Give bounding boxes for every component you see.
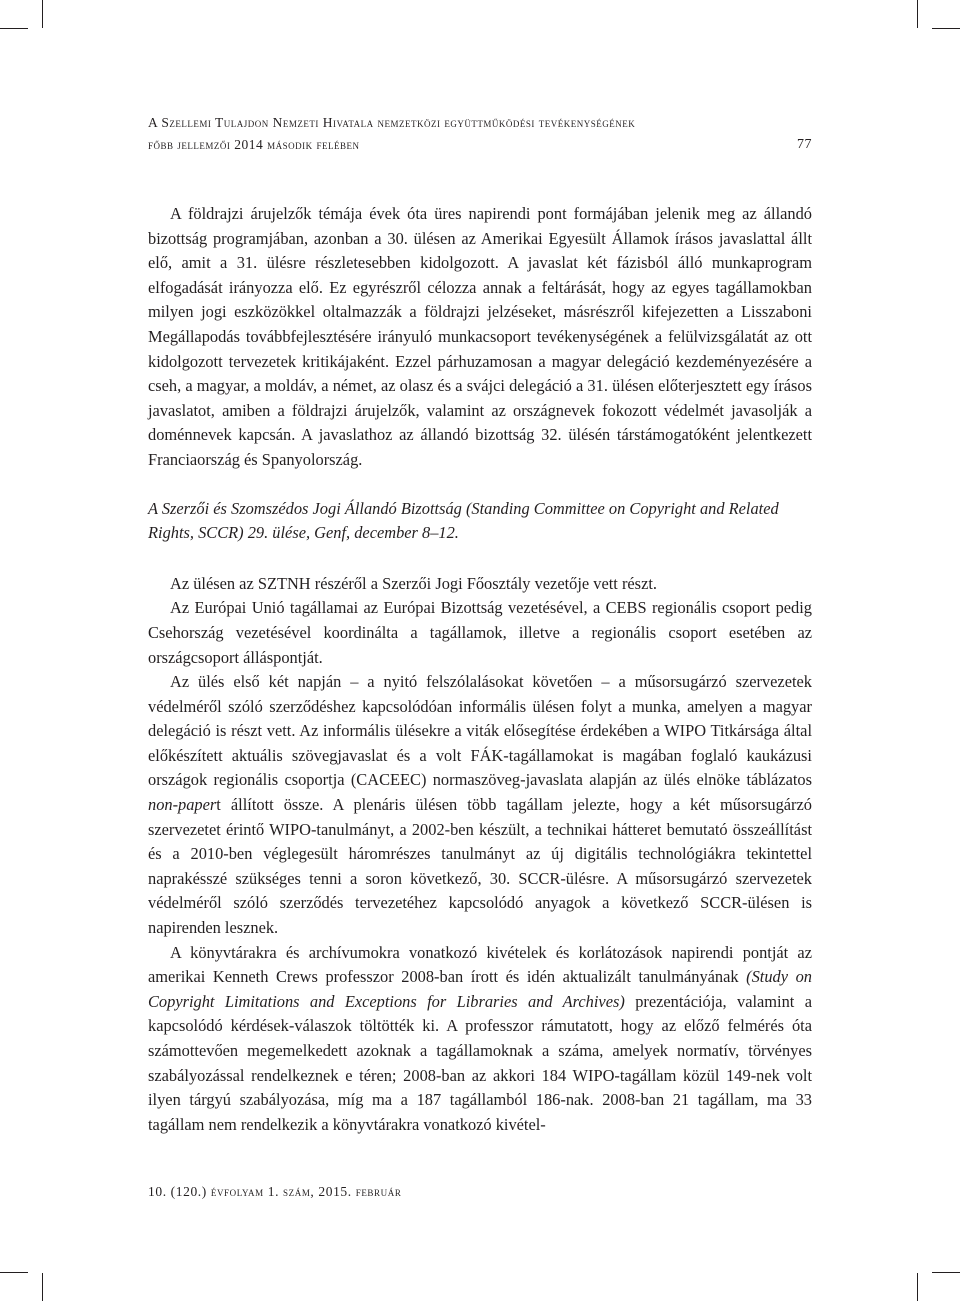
crop-mark-top-right-h bbox=[932, 28, 960, 29]
paragraph-attendance: Az ülésen az SZTNH részéről a Szerzői Jogi Főosztály vezetője vett részt. bbox=[170, 573, 657, 593]
header-line-1: A Szellemi Tulajdon Nemzeti Hivatala nemzetközi együttműködési tevékenységének bbox=[148, 115, 636, 130]
paragraph-broadcasting bbox=[148, 670, 812, 941]
crop-mark-top-left-v bbox=[42, 0, 43, 28]
page-body bbox=[148, 202, 812, 1137]
running-footer: 10. (120.) évfolyam 1. szám, 2015. február bbox=[148, 1184, 402, 1199]
running-header bbox=[148, 112, 812, 156]
header-line-2: főbb jellemzői 2014 második felében bbox=[148, 137, 360, 152]
page-number: 77 bbox=[797, 137, 812, 152]
crop-mark-top-left-h bbox=[0, 28, 28, 29]
crop-mark-bottom-right-v bbox=[917, 1273, 918, 1301]
text-run: prezentációja, valamint a kapcsolódó kérdések-válaszok töltötték ki. A professzor rámutatott, hogy az előző felmérés óta számottevően megemelkedett azoknak a tagállamoknak a száma, amelyek normatív, törvényes szabályozással rendelkeznek e téren; 2008-ban az akkori 184 WIPO-tagállam közül 149-nek volt ilyen tárgyú szabályozása, míg ma a 187 tagállamból 186-nak. 2008-ban 21 tagállam, ma 33 tagállam nem rendelkezik a könyvtárakra vonatkozó kivétel- bbox=[148, 991, 812, 1134]
crop-mark-bottom-right-h bbox=[932, 1272, 960, 1273]
paragraph-eu-coordination: Az Európai Unió tagállamai az Európai Bizottság vezetésével, a CEBS regionális csoport pedig Csehország vezetésével koordinálta a tagállamok, illetve a regionális csoport esetében az országcsoport álláspontját. bbox=[148, 598, 812, 667]
text-run-italic: non-paper bbox=[148, 795, 217, 815]
text-run: A könyvtárakra és archívumokra vonatkozó kivételek és korlátozások napirendi pontját az amerikai Kenneth Crews professzor 2008-ban írott és idén aktualizált tanulmányának bbox=[148, 942, 812, 987]
text-run: t állított össze. A plenáris ülésen több tagállam jelezte, hogy a két műsorsugárzó szervezetet érintő WIPO-tanulmányt, a 2002-ben készült, a technikai hátteret bemutató összeállítást és a 2010-ben véglegesült háromrészes tanulmányt az új digitális technológiákra tekintettel naprakésszé szükséges tenni a soron következő, 30. SCCR-ülésre. A műsorsugárzó szervezetek védelméről szóló szerződés tervezetéhez kapcsolódó anyagok a következő SCCR-ülésen is napirenden lesznek. bbox=[148, 795, 812, 938]
section-heading-sccr: A Szerzői és Szomszédos Jogi Állandó Bizottság (Standing Committee on Copyright and Related Rights, SCCR) 29. ülése, Genf, december 8–12. bbox=[148, 498, 779, 543]
text-run: Az ülés első két napján – a nyitó felszólalásokat követően – a műsorsugárzó szervezetek védelméről szóló szerződéshez kapcsolódóan informális ülésen folyt a munka, amelyen a magyar delegáció is részt vett. Az informális ülésekre a viták elősegítése érdekében a WIPO Titkársága által előkészített aktuális szövegjavaslat és a volt FÁK-tagállamokat is magában foglaló kaukázusi országok regionális csoportja (CACEEC) normaszöveg-javaslata alapján az ülés elnöke táblázatos bbox=[148, 672, 812, 790]
crop-mark-top-right-v bbox=[917, 0, 918, 28]
text-run-italic: (Study on Copyright Limitations and Exceptions for Libraries and Archives) bbox=[148, 967, 812, 1011]
paragraph-libraries bbox=[148, 941, 812, 1138]
crop-mark-bottom-left-v bbox=[42, 1273, 43, 1301]
paragraph-geographical-indications: A földrajzi árujelzők témája évek óta üres napirendi pont formájában jelenik meg az állandó bizottság programjában, azonban a 30. ülésen az Amerikai Egyesült Államok írásos javaslattal állt elő, amit a 31. ülésre részletesebben kidolgozott. A javaslat két fázisból álló munkaprogram elfogadását irányozza elő. Ez egyrészről célozza annak a feltárását, hogy az egyes tagállamokban milyen jogi eszközökkel oltalmazzák a földrajzi jelzéseket, másrészről kifejezetten a Lisszaboni Megállapodás továbbfejlesztésére irányuló munkacsoport tevékenységének a felülvizsgálatát az ott kidolgozott tervezetek kritikájaként. Ezzel párhuzamosan a magyar delegáció kezdeményezésére a cseh, a magyar, a moldáv, a német, az olasz és a svájci delegáció a 31. ülésen előterjesztett egy írásos javaslatot, amiben a földrajzi árujelzők, valamint az országnevek fokozott védelmét javasolják a doménnevek kapcsán. A javaslathoz az állandó bizottság 32. ülésén társtámogatóként jelentkezett Franciaország és Spanyolország. bbox=[148, 204, 812, 469]
crop-mark-bottom-left-h bbox=[0, 1272, 28, 1273]
